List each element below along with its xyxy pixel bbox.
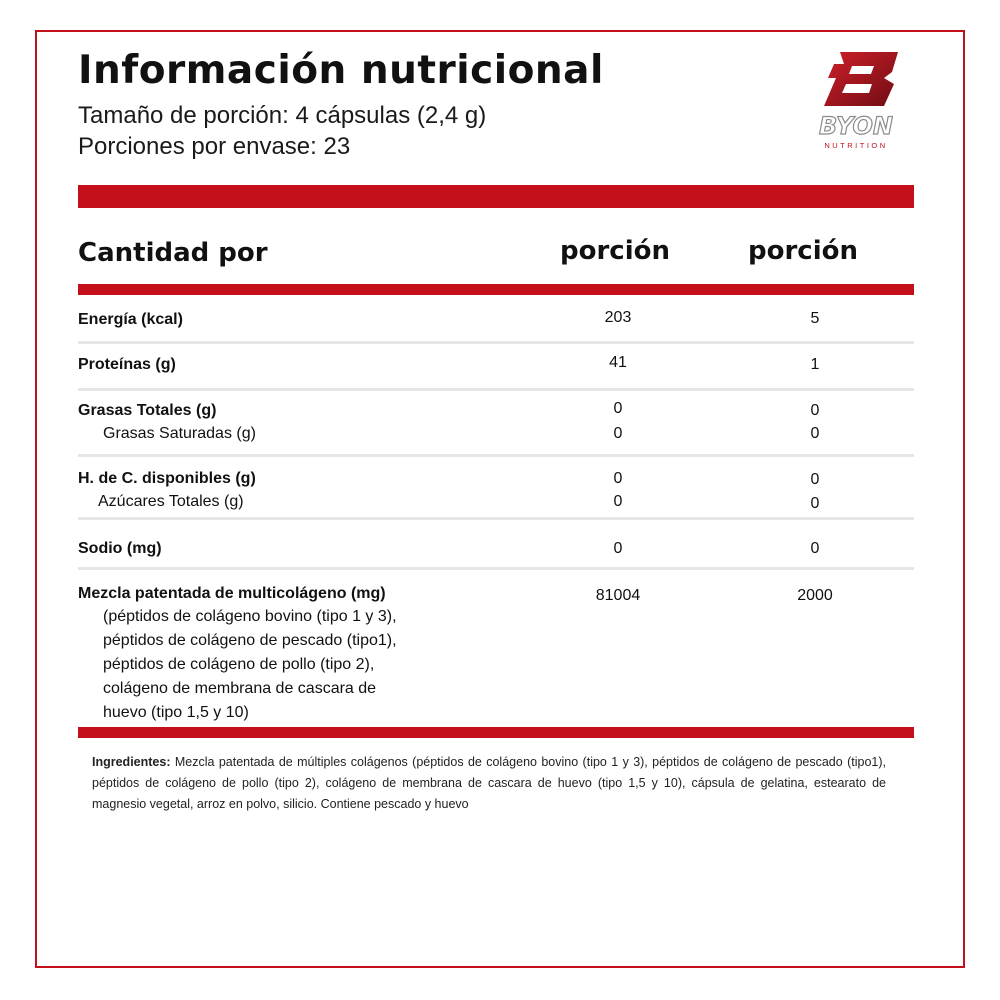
header-divider-bar bbox=[78, 185, 914, 208]
blend-detail-line: péptidos de colágeno de pescado (tipo1), bbox=[103, 632, 397, 649]
table-top-bar bbox=[78, 284, 914, 295]
value-sodium-portion: 0 bbox=[810, 540, 820, 557]
row-divider bbox=[78, 341, 914, 344]
ingredients-label: Ingredientes: bbox=[92, 755, 171, 769]
row-divider bbox=[78, 454, 914, 457]
value-protein-serving: 41 bbox=[609, 354, 627, 371]
value-energy-portion: 5 bbox=[810, 310, 820, 327]
row-label-energy: Energía (kcal) bbox=[78, 311, 183, 328]
value-collagen-blend-serving: 81004 bbox=[595, 587, 641, 604]
servings-per-container: Porciones por envase: 23 bbox=[78, 133, 351, 160]
byon-logo bbox=[800, 48, 912, 152]
column-header-label: Cantidad por bbox=[78, 238, 268, 268]
blend-detail-line: colágeno de membrana de cascara de bbox=[103, 680, 377, 697]
row-label-protein: Proteínas (g) bbox=[78, 356, 176, 373]
brand-tagline: NUTRITION bbox=[824, 141, 888, 150]
value-total-fat-portion: 0 bbox=[810, 402, 820, 419]
value-sugars-serving: 0 bbox=[613, 493, 623, 510]
table-bottom-bar bbox=[78, 727, 914, 738]
ingredients-paragraph bbox=[92, 752, 886, 815]
brand-name: BYON bbox=[819, 112, 893, 140]
value-carbs-portion: 0 bbox=[810, 471, 820, 488]
blend-detail-line: péptidos de colágeno de pollo (tipo 2), bbox=[103, 656, 375, 673]
blend-detail-line: huevo (tipo 1,5 y 10) bbox=[103, 704, 249, 721]
value-saturated-fat-serving: 0 bbox=[613, 425, 623, 442]
row-divider bbox=[78, 567, 914, 570]
value-sugars-portion: 0 bbox=[810, 495, 820, 512]
column-header-per-serving: porción bbox=[560, 236, 670, 266]
value-total-fat-serving: 0 bbox=[613, 400, 623, 417]
row-label-sodium: Sodio (mg) bbox=[78, 540, 162, 557]
row-label-carbs: H. de C. disponibles (g) bbox=[78, 470, 256, 487]
serving-size: Tamaño de porción: 4 cápsulas (2,4 g) bbox=[78, 102, 487, 129]
row-divider bbox=[78, 517, 914, 520]
value-sodium-serving: 0 bbox=[613, 540, 623, 557]
row-label-saturated-fat: Grasas Saturadas (g) bbox=[103, 425, 256, 442]
row-divider bbox=[78, 388, 914, 391]
value-energy-serving: 203 bbox=[604, 309, 632, 326]
column-header-per-portion: porción bbox=[748, 236, 858, 266]
row-label-collagen-blend: Mezcla patentada de multicolágeno (mg) bbox=[78, 585, 386, 602]
value-collagen-blend-portion: 2000 bbox=[797, 587, 833, 604]
value-protein-portion: 1 bbox=[810, 356, 820, 373]
collagen-blend-details bbox=[103, 605, 463, 725]
blend-detail-line: (péptidos de colágeno bovino (tipo 1 y 3), bbox=[103, 608, 397, 625]
page-title: Información nutricional bbox=[78, 48, 604, 93]
value-carbs-serving: 0 bbox=[613, 470, 623, 487]
row-label-sugars: Azúcares Totales (g) bbox=[98, 493, 244, 510]
value-saturated-fat-portion: 0 bbox=[810, 425, 820, 442]
row-label-total-fat: Grasas Totales (g) bbox=[78, 402, 217, 419]
ingredients-text: Mezcla patentada de múltiples colágenos (péptidos de colágeno bovino (tipo 1 y 3), péptidos de colágeno de pescado (tipo1), péptidos de colágeno de pollo (tipo 2), colágeno de membrana de cascara de huevo (tipo 1,5 y 10), cápsula de gelatina, estearato de magnesio vegetal, arroz en polvo, silicio. Contiene pescado y huevo bbox=[92, 755, 886, 811]
